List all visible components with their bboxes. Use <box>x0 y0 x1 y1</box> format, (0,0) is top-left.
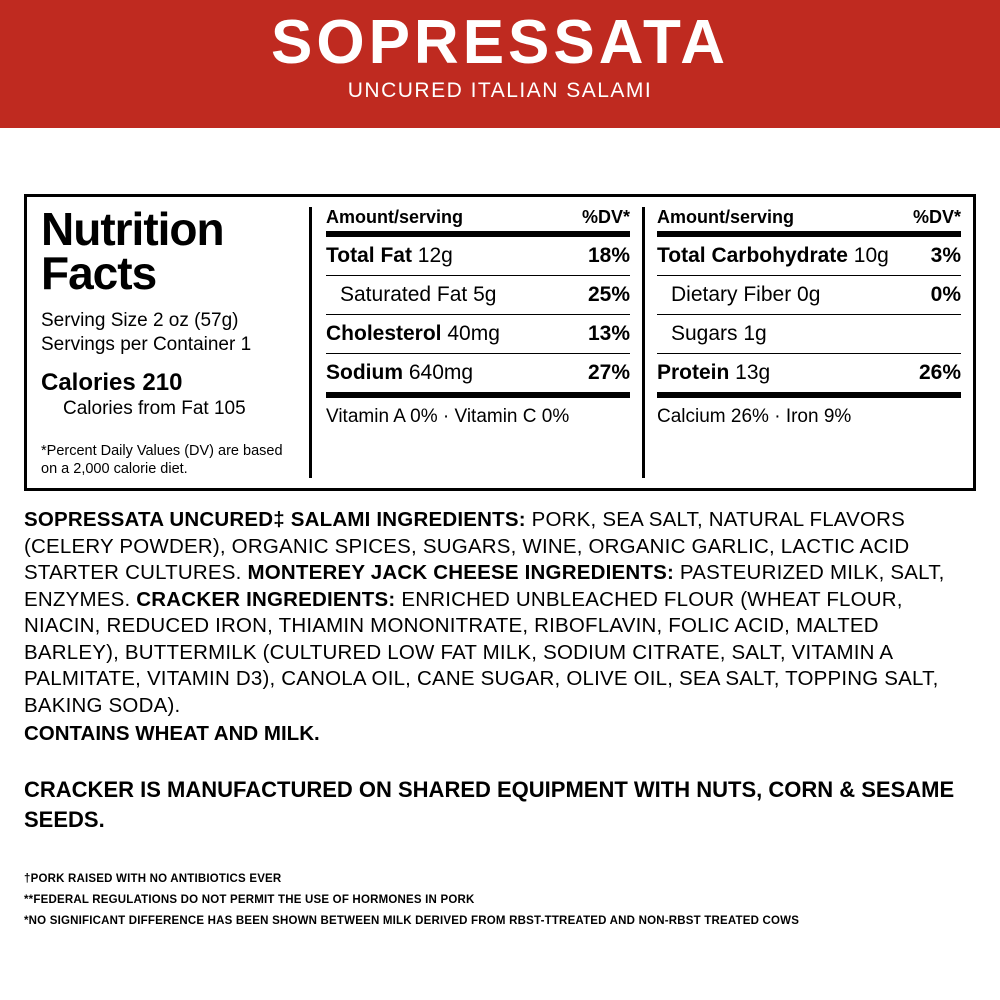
vitamins-left: Vitamin A 0% · Vitamin C 0% <box>326 406 570 427</box>
footnotes-block <box>24 869 976 932</box>
footnote-line: †PORK RAISED WITH NO ANTIBIOTICS EVER <box>24 873 282 885</box>
nutrition-facts-title-line2: Facts <box>41 247 157 299</box>
cracker-ingredients-text: ENRICHED UNBLEACHED FLOUR (WHEAT FLOUR, NIACIN, REDUCED IRON, THIAMIN MONONITRATE, RIBOFLAVIN, FOLIC ACID, MALTED BARLEY), BUTTERMILK (CULTURED LOW FAT MILK, SODIUM CITRATE, SALT, VITAMIN A PALMITATE, VITAMIN D3), CANOLA OIL, CANE SUGAR, OLIVE OIL, SEA SALT, TOPPING SALT, BAKING SODA). <box>24 587 939 717</box>
nutrient-row <box>657 354 961 392</box>
nutrient-columns <box>309 207 961 478</box>
nutrient-row <box>657 237 961 275</box>
nutrient-name: Sugars 1g <box>671 322 767 345</box>
serving-info <box>41 309 297 357</box>
cracker-ingredients-label: CRACKER INGREDIENTS: <box>136 587 396 611</box>
nutrition-facts-title-line1: Nutrition <box>41 203 224 255</box>
nutrient-daily-value: 27% <box>587 361 630 384</box>
nutrient-name: Sodium 640mg <box>326 361 474 384</box>
product-header-banner <box>0 0 1000 128</box>
nutrient-name: Total Carbohydrate 10g <box>657 244 889 267</box>
product-subtitle: UNCURED ITALIAN SALAMI <box>347 79 653 102</box>
amount-per-serving-label-1: Amount/serving <box>326 207 464 227</box>
nutrient-name: Cholesterol 40mg <box>326 322 500 345</box>
calories-value: Calories 210 <box>41 369 183 396</box>
footnote-line: **FEDERAL REGULATIONS DO NOT PERMIT THE USE OF HORMONES IN PORK <box>24 894 475 906</box>
nutrient-rows-1 <box>326 237 630 392</box>
nutrient-row <box>326 237 630 275</box>
nutrient-name: Dietary Fiber 0g <box>671 283 821 306</box>
nutrient-daily-value: 3% <box>930 244 961 267</box>
salami-ingredients-label: SOPRESSATA UNCURED‡ SALAMI INGREDIENTS: <box>24 508 526 531</box>
nutrient-name: Protein 13g <box>657 361 771 384</box>
allergen-contains-statement: CONTAINS WHEAT AND MILK. <box>24 722 320 745</box>
daily-value-note: *Percent Daily Values (DV) are based on a 2,000 calorie diet. <box>41 443 283 477</box>
nutrient-row <box>326 276 630 314</box>
shared-equipment-statement: CRACKER IS MANUFACTURED ON SHARED EQUIPMENT WITH NUTS, CORN & SESAME SEEDS. <box>24 777 955 832</box>
nutrient-daily-value: 0% <box>930 283 961 306</box>
product-title: SOPRESSATA <box>271 8 729 77</box>
nutrient-row <box>326 354 630 392</box>
nutrition-facts-panel <box>24 194 976 491</box>
ingredients-block <box>24 507 976 719</box>
nutrient-column-2-header <box>657 207 961 231</box>
nutrient-column-1 <box>326 207 630 478</box>
dv-label-2: %DV* <box>912 207 961 227</box>
nutrient-daily-value: 13% <box>587 322 630 345</box>
footnote-line: *NO SIGNIFICANT DIFFERENCE HAS BEEN SHOWN BETWEEN MILK DERIVED FROM RBST-TTREATED AND NON-RBST TREATED COWS <box>24 915 800 927</box>
nutrient-row <box>657 315 961 353</box>
dv-label-1: %DV* <box>581 207 630 227</box>
nutrient-column-1-header <box>326 207 630 231</box>
nutrition-facts-title <box>41 203 297 299</box>
calories-from-fat: Calories from Fat 105 <box>63 398 246 419</box>
nutrition-summary-column <box>41 203 309 478</box>
amount-per-serving-label-2: Amount/serving <box>657 207 795 227</box>
nutrient-name: Saturated Fat 5g <box>340 283 497 306</box>
cheese-ingredients-label: MONTEREY JACK CHEESE INGREDIENTS: <box>247 561 674 584</box>
vitamins-right: Calcium 26% · Iron 9% <box>657 406 852 427</box>
cheese-ingredients-text: PASTEURIZED MILK, SALT, ENZYMES. <box>24 561 945 611</box>
nutrient-daily-value: 18% <box>587 244 630 267</box>
nutrient-row <box>326 315 630 353</box>
serving-size: Serving Size 2 oz (57g) <box>41 310 239 331</box>
nutrient-daily-value: 25% <box>587 283 630 306</box>
servings-per-container: Servings per Container 1 <box>41 334 252 355</box>
nutrient-row <box>657 276 961 314</box>
nutrient-daily-value: 26% <box>918 361 961 384</box>
nutrient-name: Total Fat 12g <box>326 244 453 267</box>
nutrient-rows-2 <box>657 237 961 392</box>
nutrient-column-2 <box>642 207 961 478</box>
salami-ingredients-text: PORK, SEA SALT, NATURAL FLAVORS (CELERY POWDER), ORGANIC SPICES, SUGARS, WINE, ORGANIC GARLIC, LACTIC ACID STARTER CULTURES. <box>24 508 910 584</box>
